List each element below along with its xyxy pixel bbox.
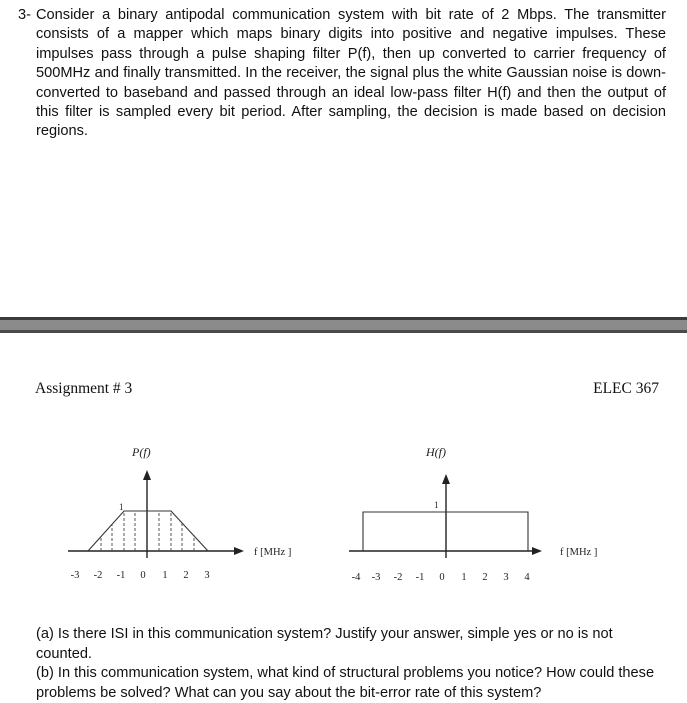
- h-filter-plot: [349, 445, 597, 583]
- p-tick: 3: [204, 570, 210, 581]
- p-tick: 2: [183, 570, 189, 581]
- part-b: (b) In this communication system, what kind of structural problems you notice? How could these problems be solved? What can you say about the bit-error rate of this system?: [36, 665, 655, 701]
- p-ticks: [71, 570, 210, 581]
- h-x-arrow: [532, 547, 542, 555]
- assignment-title: Assignment # 3: [35, 380, 133, 397]
- question-3: [18, 6, 666, 142]
- course-code: ELEC 367: [593, 380, 659, 397]
- p-x-arrow: [234, 547, 244, 555]
- question-number: 3-: [18, 7, 31, 23]
- h-peak-label: 1: [434, 500, 439, 510]
- h-tick: -2: [393, 572, 403, 583]
- p-filter-plot: [68, 445, 291, 581]
- h-title: H(f): [426, 445, 446, 459]
- question-text: Consider a binary antipodal communication system with bit rate of 2 Mbps. The transmitter consists of a mapper which maps binary digits into positive and negative impulses. These impulses pass through a pulse shaping filter P(f), then up converted to carrier frequency of 500MHz and finally transmitted. In the receiver, the signal plus the white Gaussian noise is down-converted to baseband and passed through an ideal low-pass filter H(f) and then the output of this filter is sampled every bit period. After sampling, the decision is made based on decision regions.: [36, 7, 666, 140]
- h-tick: 2: [482, 572, 488, 583]
- h-tick: -3: [371, 572, 381, 583]
- p-tick: 0: [140, 570, 146, 581]
- p-y-arrow: [143, 470, 151, 480]
- h-tick: 4: [524, 572, 530, 583]
- h-tick: 3: [503, 572, 509, 583]
- h-ticks: [352, 572, 531, 583]
- h-tick: 0: [439, 572, 445, 583]
- p-tick: -2: [93, 570, 103, 581]
- p-tick: -1: [116, 570, 126, 581]
- p-tick: -3: [70, 570, 80, 581]
- h-tick: -1: [415, 572, 425, 583]
- page-divider: [0, 317, 687, 333]
- p-peak-label: 1: [119, 502, 124, 512]
- h-axis-label: f [MHz ]: [560, 547, 598, 558]
- h-y-arrow: [442, 474, 450, 484]
- filter-figures: [0, 430, 687, 600]
- part-a: (a) Is there ISI in this communication system? Justify your answer, simple yes or no is not counted.: [36, 626, 613, 662]
- sub-questions: [36, 625, 666, 703]
- p-title: P(f): [132, 445, 151, 459]
- p-trapezoid: [88, 511, 208, 551]
- h-tick: 1: [461, 572, 467, 583]
- p-tick: 1: [162, 570, 168, 581]
- h-tick: -4: [351, 572, 361, 583]
- p-axis-label: f [MHz ]: [254, 547, 292, 558]
